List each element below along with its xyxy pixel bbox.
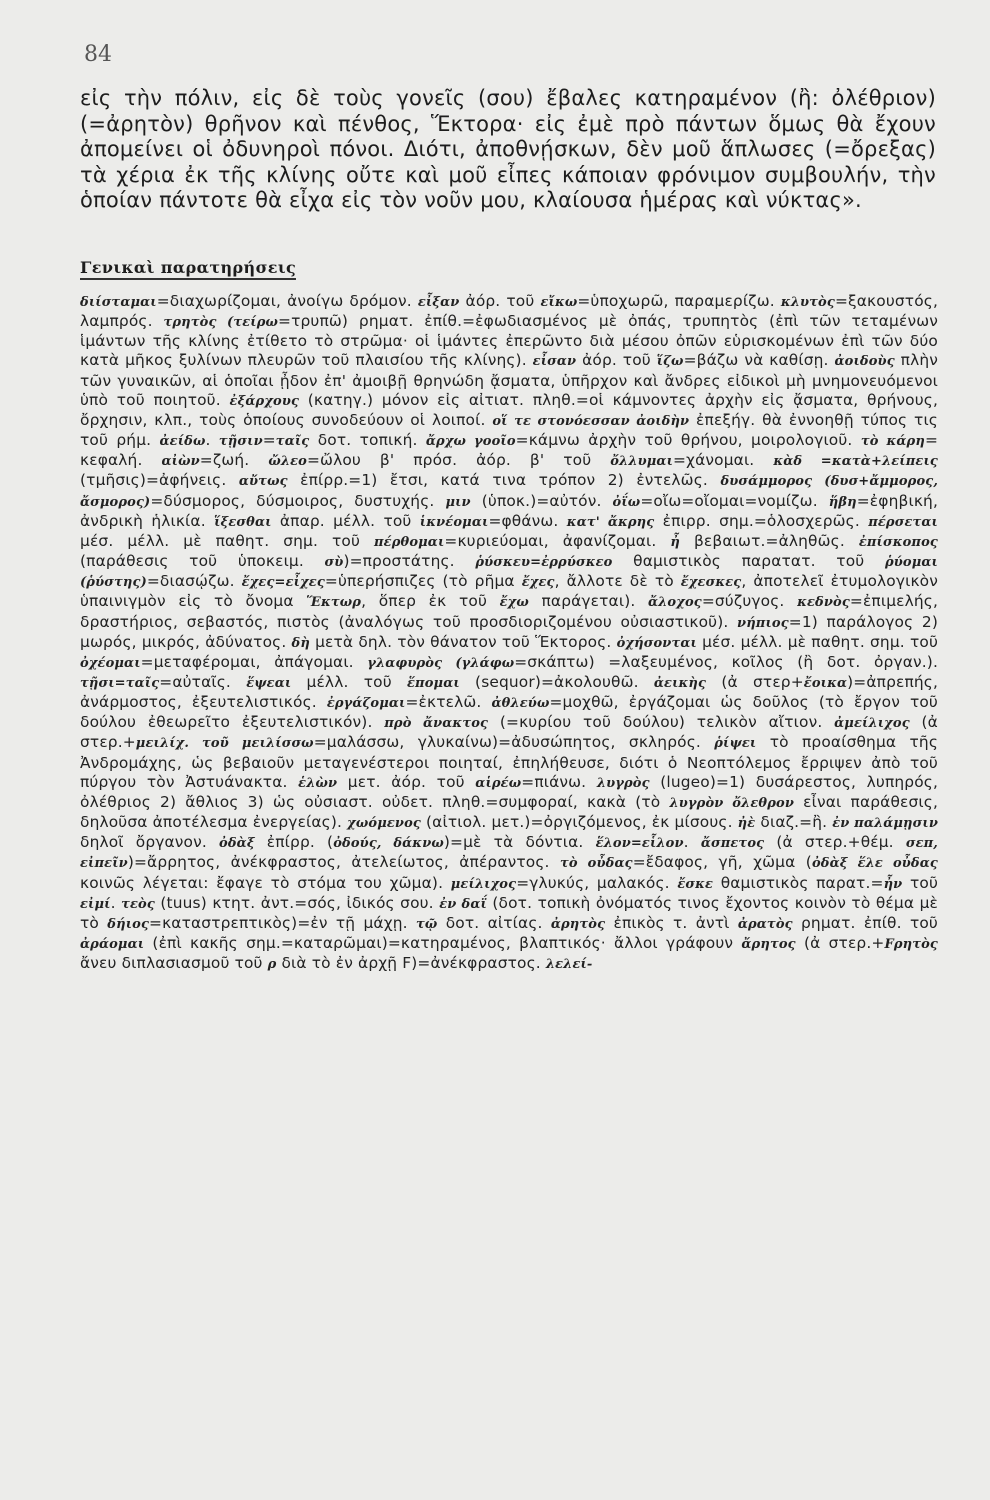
note-text: μετὰ δηλ. τὸν θάνατον τοῦ Ἕκτορος. <box>309 632 617 651</box>
note-text: =μοχθῶ, ἐργάζομαι ὡς δοῦλος (τὸ ἔργον τοῦ δούλου ἐθεωρεῖτο ἐξευτελιστικόν). <box>80 693 938 732</box>
note-term: τρητὸς (τείρω <box>163 315 279 331</box>
note-text: =μαλάσσω, γλυκαίνω)=ἀδυσώπητος, σκληρός. <box>313 733 715 752</box>
note-term: ἔοικα <box>803 675 848 691</box>
note-term: κατ' ἄκρης <box>566 514 655 530</box>
note-term: εἰμί <box>80 896 111 912</box>
note-term: ὀΐω <box>612 494 641 510</box>
note-text: )=ἄρρητος, ἀνέκφραστος, ἀτελείωτος, ἀπέραντος. <box>127 853 560 872</box>
note-text: θαμιστικὸς παρατ.= <box>713 873 884 892</box>
note-term: δυσάμμορος (δυσ+ἄμμορος, ἄσμορος) <box>80 474 939 510</box>
note-term: εἶξαν <box>417 295 460 310</box>
note-term: ῥύσκευ=ἐρρύσκεο <box>475 555 613 571</box>
note-term: διίσταμαι <box>80 295 157 310</box>
note-text: πλὴν τῶν γυναικῶν, αἱ ὁποῖαι ᾖδον ἐπ' ἀμοιβῇ θρηνώδη ᾄσματα, ὑπῆρχον καὶ ἄνδρες εἰδικοὶ μὴ μνημονευόμενοι ὑπὸ τοῦ ποιητοῦ. <box>80 351 938 409</box>
note-term: ἑλὼν <box>298 775 338 791</box>
note-text: ἐπίρρ.=1) ἔτσι, κατά τινα τρόπον 2) ἐντελῶς. <box>287 471 721 490</box>
note-text: =οἴω=οἴομαι=νομίζω. <box>640 491 829 510</box>
note-text: =μεταφέρομαι, ἀπάγομαι. <box>140 652 368 671</box>
note-term: ρ <box>267 957 277 973</box>
note-text: . <box>110 893 122 912</box>
note-term: ἐν παλάμῃσιν <box>832 816 939 832</box>
note-term: τῇσι=ταῖς <box>80 675 160 691</box>
note-text: =ἐκτελῶ. <box>405 693 492 712</box>
note-text: =ζωή. <box>199 451 269 470</box>
note-term: ἐξάρχους <box>229 393 300 409</box>
note-term: λελεί- <box>545 957 593 973</box>
note-term: ἔχες <box>521 575 555 591</box>
note-text: . <box>205 431 219 450</box>
notes-section <box>80 292 938 974</box>
note-term: ὀδούς, δάκνω <box>333 836 444 852</box>
note-text: =βάζω νὰ καθίσῃ. <box>683 351 835 370</box>
note-text: (sequor)=ἀκολουθῶ. <box>459 672 654 691</box>
page-number: 84 <box>84 42 112 67</box>
note-text: ἐπεξήγ. θὰ ἐννοηθῇ τύπος τις τοῦ ρήμ. <box>80 410 938 450</box>
note-term: ἄρητος <box>741 937 796 952</box>
note-term: πέρσεται <box>868 514 938 530</box>
note-term: ῥίψει <box>714 736 757 752</box>
note-term: τῷ <box>416 916 438 932</box>
note-text: (=κυρίου τοῦ δούλου) τελικὸν αἴτιον. <box>488 713 835 732</box>
note-term: ὀδὰξ <box>219 836 255 852</box>
note-term: ἕψεαι <box>246 675 292 691</box>
note-text: (κατηγ.) μόνον εἰς αἰτιατ. πληθ.=οἱ κάμνοντες ἀρχὴν εἰς ᾄσματα, θρήνους, ὄρχησιν, κλπ., τοὺς ὁποίους συνοδεύουν οἱ λοιποί. <box>80 390 938 429</box>
note-term: ὀδὰξ ἕλε οὖδας <box>811 856 938 872</box>
note-text: διὰ τὸ ἐν ἀρχῇ F)=ἀνέκφραστος. <box>276 954 546 973</box>
note-term: ἀρητὸς <box>550 916 606 932</box>
note-text: (lugeo)=1) δυσάρεστος, λυπηρός, ὀλέθριος 2) ἄθλιος 3) ὡς οὐσιαστ. οὐδετ. πληθ.=συμφοραί, κακὰ (τὸ <box>80 772 939 811</box>
note-term: ταῖς <box>275 434 310 450</box>
note-text: ἐπίρρ. ( <box>254 833 334 852</box>
note-text: =ξακουστός, λαμπρός. <box>80 292 938 331</box>
note-text: μετ. ἀόρ. τοῦ <box>337 772 476 791</box>
note-text: =φθάνω. <box>488 511 567 530</box>
note-term: ἐργάζομαι <box>326 696 406 712</box>
note-term: αὔτως <box>238 474 288 490</box>
note-text: ἀόρ. τοῦ <box>459 292 541 310</box>
note-term: ῥύομαι (ῥύστης) <box>80 555 938 591</box>
note-text: θαμιστικὸς παρατατ. τοῦ <box>612 552 885 571</box>
note-term: ἵζω <box>656 354 684 370</box>
note-term: κλυτὸς <box>780 295 835 310</box>
note-text: (ἐπὶ κακῆς σημ.=καταρῶμαι)=κατηραμένος, βλαπτικός· ἄλλοι γράφουν <box>144 934 742 952</box>
note-term: ἀρατὸς <box>737 916 793 932</box>
main-paragraph: εἰς τὴν πόλιν, εἰς δὲ τοὺς γονεῖς (σου) ἔβαλες κατηραμένον (ἢ: ὀλέθριον) (=ἀρητὸν) θρῆνον καὶ πένθος, Ἕκτορα· εἰς ἐμὲ πρὸ πάντων ὅμως θὰ ἔχουν ἀπομείνει οἱ ὀδυνηροὶ πόνοι. Διότι, ἀποθνῄσκων, δὲν μοῦ ἅπλωσες (=ὄρεξας) τὰ χέρια ἐκ τῆς κλίνης οὔτε καὶ μοῦ εἶπες κάποιαν φρόνιμον συμβουλήν, τὴν ὁποίαν πάντοτε θὰ εἶχα εἰς τὸν νοῦν μου, κλαίουσα ἡμέρας καὶ νύκτας». <box>80 86 936 212</box>
note-text: δηλοῖ ὄργανον. <box>80 833 220 852</box>
note-text: βεβαιωτ.=ἀληθῶς. <box>680 531 859 550</box>
note-text: μέσ. μέλλ. μὲ παθητ. σημ. τοῦ <box>696 632 938 651</box>
note-term: λυγρὸς <box>596 775 650 791</box>
note-term: ἔχες=εἶχες <box>241 575 325 591</box>
note-text: εἶναι παράθεσις, δηλοῦσα ἀποτέλεσμα ἐνεργείας). <box>80 792 938 832</box>
note-text: = <box>262 431 276 450</box>
note-term: εἶσαν <box>532 354 577 370</box>
note-text: =κάμνω ἀρχὴν τοῦ θρήνου, μοιρολογιοῦ. <box>515 431 861 450</box>
note-text: (ἀ στερ.+ <box>795 934 885 952</box>
note-text: (τμῆσις)=ἀφήνεις. <box>80 471 239 490</box>
note-text: μέσ. μέλλ. μὲ παθητ. σημ. τοῦ <box>80 531 374 550</box>
note-term: ἀμείλιχος <box>834 716 910 732</box>
note-term: εἴκω <box>540 295 578 310</box>
note-text: (tuus) κτητ. ἀντ.=σός, ἰδικός σου. <box>154 893 440 912</box>
note-term: αἰὼν <box>161 454 200 470</box>
note-term: χωόμενος <box>347 816 421 832</box>
note-term: ἀεικὴς <box>653 675 707 691</box>
note-text: μέλλ. τοῦ <box>291 672 407 691</box>
note-text: =τρυπῶ) ρηματ. ἐπίθ.=ἐφωδιασμένος μὲ ὀπάς, τρυπητὸς (ἐπὶ τῶν τεταμένων ἱμάντων τῆς κλίνης ἐτίθετο τὸ στρῶμα· οἱ ἱμάντες ἐπερῶντο διὰ μέσου ὀπῶν εὑρισκομένων ἐπὶ τῶν δύο κατὰ μῆκος ξυλίνων πλευρῶν τοῦ πλαισίου τῆς κλίνης). <box>80 312 938 370</box>
note-text: =διαχωρίζομαι, ἀνοίγω δρόμον. <box>156 292 418 310</box>
note-text: =ἐπιμελής, δραστήριος, σεβαστός, πιστὸς (ἀναλόγως τοῦ προσδιοριζομένου οὐσιαστικοῦ). <box>80 592 938 631</box>
note-term: Fρητὸς <box>884 937 938 952</box>
note-term: ὤλεο <box>268 454 307 470</box>
note-term: τῇσιν <box>218 434 263 450</box>
note-text: =καταστρεπτικὸς)=ἐν τῇ μάχῃ. <box>149 913 416 932</box>
note-term: ἕλον=εἷλον <box>595 836 684 852</box>
note-text: (αἰτιολ. μετ.)=ὀργιζόμενος, ἐκ μίσους. <box>420 813 738 832</box>
note-text: =ὤλου β' πρόσ. ἀόρ. β' τοῦ <box>306 451 611 470</box>
note-term: μείλιχος <box>450 876 517 892</box>
note-term: ἕπομαι <box>407 675 460 691</box>
note-text: (ὑποκ.)=αὐτόν. <box>470 491 613 510</box>
note-text: ἀόρ. τοῦ <box>576 351 657 370</box>
section-heading: Γενικαὶ παρατηρήσεις <box>80 258 296 280</box>
note-text: )=ἀπρεπής, ἀνάρμοστος, ἐξευτελιστικός. <box>80 672 939 712</box>
note-text: (δοτ. τοπικὴ ὀνόματός τινος ἔχοντος κοινὸν τὸ θέμα μὲ τὸ <box>80 893 938 932</box>
note-text: δοτ. τοπική. <box>309 431 426 450</box>
note-text: παράγεται). <box>528 592 649 611</box>
note-text: δοτ. αἰτίας. <box>437 913 551 932</box>
note-term: πέρθομαι <box>373 534 445 550</box>
note-text: )=προστάτης. <box>343 552 476 571</box>
note-term: οἵ τε στονόεσσαν ἀοιδὴν <box>492 413 690 429</box>
note-text: τὸ προαίσθημα τῆς Ἀνδρομάχης, ὡς βεβαιοῦν μεταγενέστεροι ποιηταί, ἐπηλήθευσε, διότι ὁ Νεοπτόλεμος ἔρριψεν ἀπὸ τοῦ πύργου τὸν Ἀστυάνακτα. <box>80 733 939 791</box>
note-term: σὺ <box>324 555 344 571</box>
note-term: δήιος <box>107 916 150 932</box>
note-text: διαζ.=ἢ. <box>755 813 833 832</box>
note-text: =αὐταῖς. <box>159 672 247 691</box>
note-text: =γλυκύς, μαλακός. <box>516 873 678 892</box>
note-term: μιν <box>445 494 471 510</box>
note-term: ἐπίσκοπος <box>858 534 938 550</box>
note-text: (ἀ στερ.+ <box>80 713 938 752</box>
note-term: ἦ <box>670 534 680 550</box>
note-term: πρὸ ἄνακτος <box>384 716 489 732</box>
note-text: =πιάνω. <box>521 772 597 791</box>
note-text: . <box>683 833 701 852</box>
note-text: (παράθεσις τοῦ ὑποκειμ. <box>80 552 325 571</box>
note-term: Ἕκτωρ <box>306 595 362 611</box>
note-text: )=μὲ τὰ δόντια. <box>443 833 596 852</box>
note-term: κὰδ =κατὰ+λείπεις <box>773 454 938 470</box>
note-text: κοινῶς λέγεται: ἔφαγε τὸ στόμα του χῶμα). <box>80 873 451 892</box>
note-term: δὴ <box>291 635 310 651</box>
note-text: , ἄλλοτε δὲ τὸ <box>554 572 681 591</box>
note-term: ἐν δαΐ <box>439 896 487 912</box>
note-term: τὸ οὖδας <box>559 856 633 872</box>
note-text: =δύσμορος, δύσμοιρος, δυστυχής. <box>150 491 446 510</box>
note-term: ἄλοχος <box>648 595 702 611</box>
note-term: ἄρχω γοοῖο <box>425 434 516 450</box>
note-text: =σύζυγος. <box>701 592 798 611</box>
note-term: τὸ κάρη <box>860 434 925 450</box>
note-text: ρηματ. ἐπίθ. τοῦ <box>792 913 938 932</box>
note-term: σεπ, εἰπεῖν <box>80 836 938 872</box>
note-text: (ἀ στερ.+θέμ. <box>764 833 906 852</box>
note-text: =σκάπτω) =λαξευμένος, κοῖλος (ἢ δοτ. ὀργαν.). <box>514 652 938 671</box>
note-text: τοῦ <box>902 873 938 892</box>
note-text: = κεφαλή. <box>80 431 938 470</box>
note-term: ἄσπετος <box>700 836 765 852</box>
note-term: ἀείδω <box>159 434 206 450</box>
notes-paragraph <box>80 292 938 974</box>
note-text: =ἐφηβική, ἀνδρικὴ ἡλικία. <box>80 491 938 530</box>
note-term: ἦν <box>883 876 903 892</box>
note-text: =ὑποχωρῶ, παραμερίζω. <box>577 292 781 310</box>
note-term: ἥβη <box>828 494 857 510</box>
note-term: ἱκνέομαι <box>419 514 489 530</box>
note-term: ἠὲ <box>737 816 756 832</box>
note-term: μειλίχ. τοῦ μειλίσσω <box>135 736 314 752</box>
note-term: ἵξεσθαι <box>214 514 272 530</box>
note-text: (ἀ στερ+ <box>706 672 804 691</box>
note-text: ἄνευ διπλασιασμοῦ τοῦ <box>80 954 268 973</box>
note-text: =διασῴζω. <box>146 572 242 591</box>
note-term: ὄλλυμαι <box>610 454 674 470</box>
note-term: ὀχήσονται <box>616 635 697 651</box>
note-term: ἀράομαι <box>80 937 145 952</box>
note-text: =1) παράλογος 2) μωρός, μικρός, ἀδύνατος. <box>80 612 938 651</box>
note-term: τεὸς <box>121 896 155 912</box>
note-term: γλαφυρὸς (γλάφω <box>367 655 515 671</box>
note-text: =ὑπερήσπιζες (τὸ ρῆμα <box>324 572 522 591</box>
note-term: νήπιος <box>737 615 789 631</box>
note-term: κεδνὸς <box>797 595 850 611</box>
note-term: ὀχέομαι <box>80 655 141 671</box>
note-text: =ἔδαφος, γῆ, χῶμα ( <box>632 853 812 872</box>
note-term: ἔχω <box>499 595 529 611</box>
note-text: ἐπικὸς τ. ἀντὶ <box>605 913 738 932</box>
note-term: ἔχεσκες <box>680 575 742 591</box>
note-text: =κυριεύομαι, ἀφανίζομαι. <box>444 531 671 550</box>
note-term: ἀοιδοὺς <box>834 354 895 370</box>
note-term: αἱρέω <box>475 775 522 791</box>
note-term: ἀθλεύω <box>491 696 550 712</box>
note-text: , ἀποτελεῖ ἐτυμολογικὸν ὑπαινιγμὸν εἰς τὸ ὄνομα <box>80 572 938 611</box>
note-text: , ὅπερ ἐκ τοῦ <box>361 592 500 611</box>
note-term: ἔσκε <box>677 876 714 892</box>
note-text: ἐπιρρ. σημ.=ὁλοσχερῶς. <box>654 511 869 530</box>
note-term: λυγρὸν ὄλεθρον <box>669 795 794 811</box>
note-text: =χάνομαι. <box>673 451 774 470</box>
note-text: ἀπαρ. μέλλ. τοῦ <box>271 511 420 530</box>
